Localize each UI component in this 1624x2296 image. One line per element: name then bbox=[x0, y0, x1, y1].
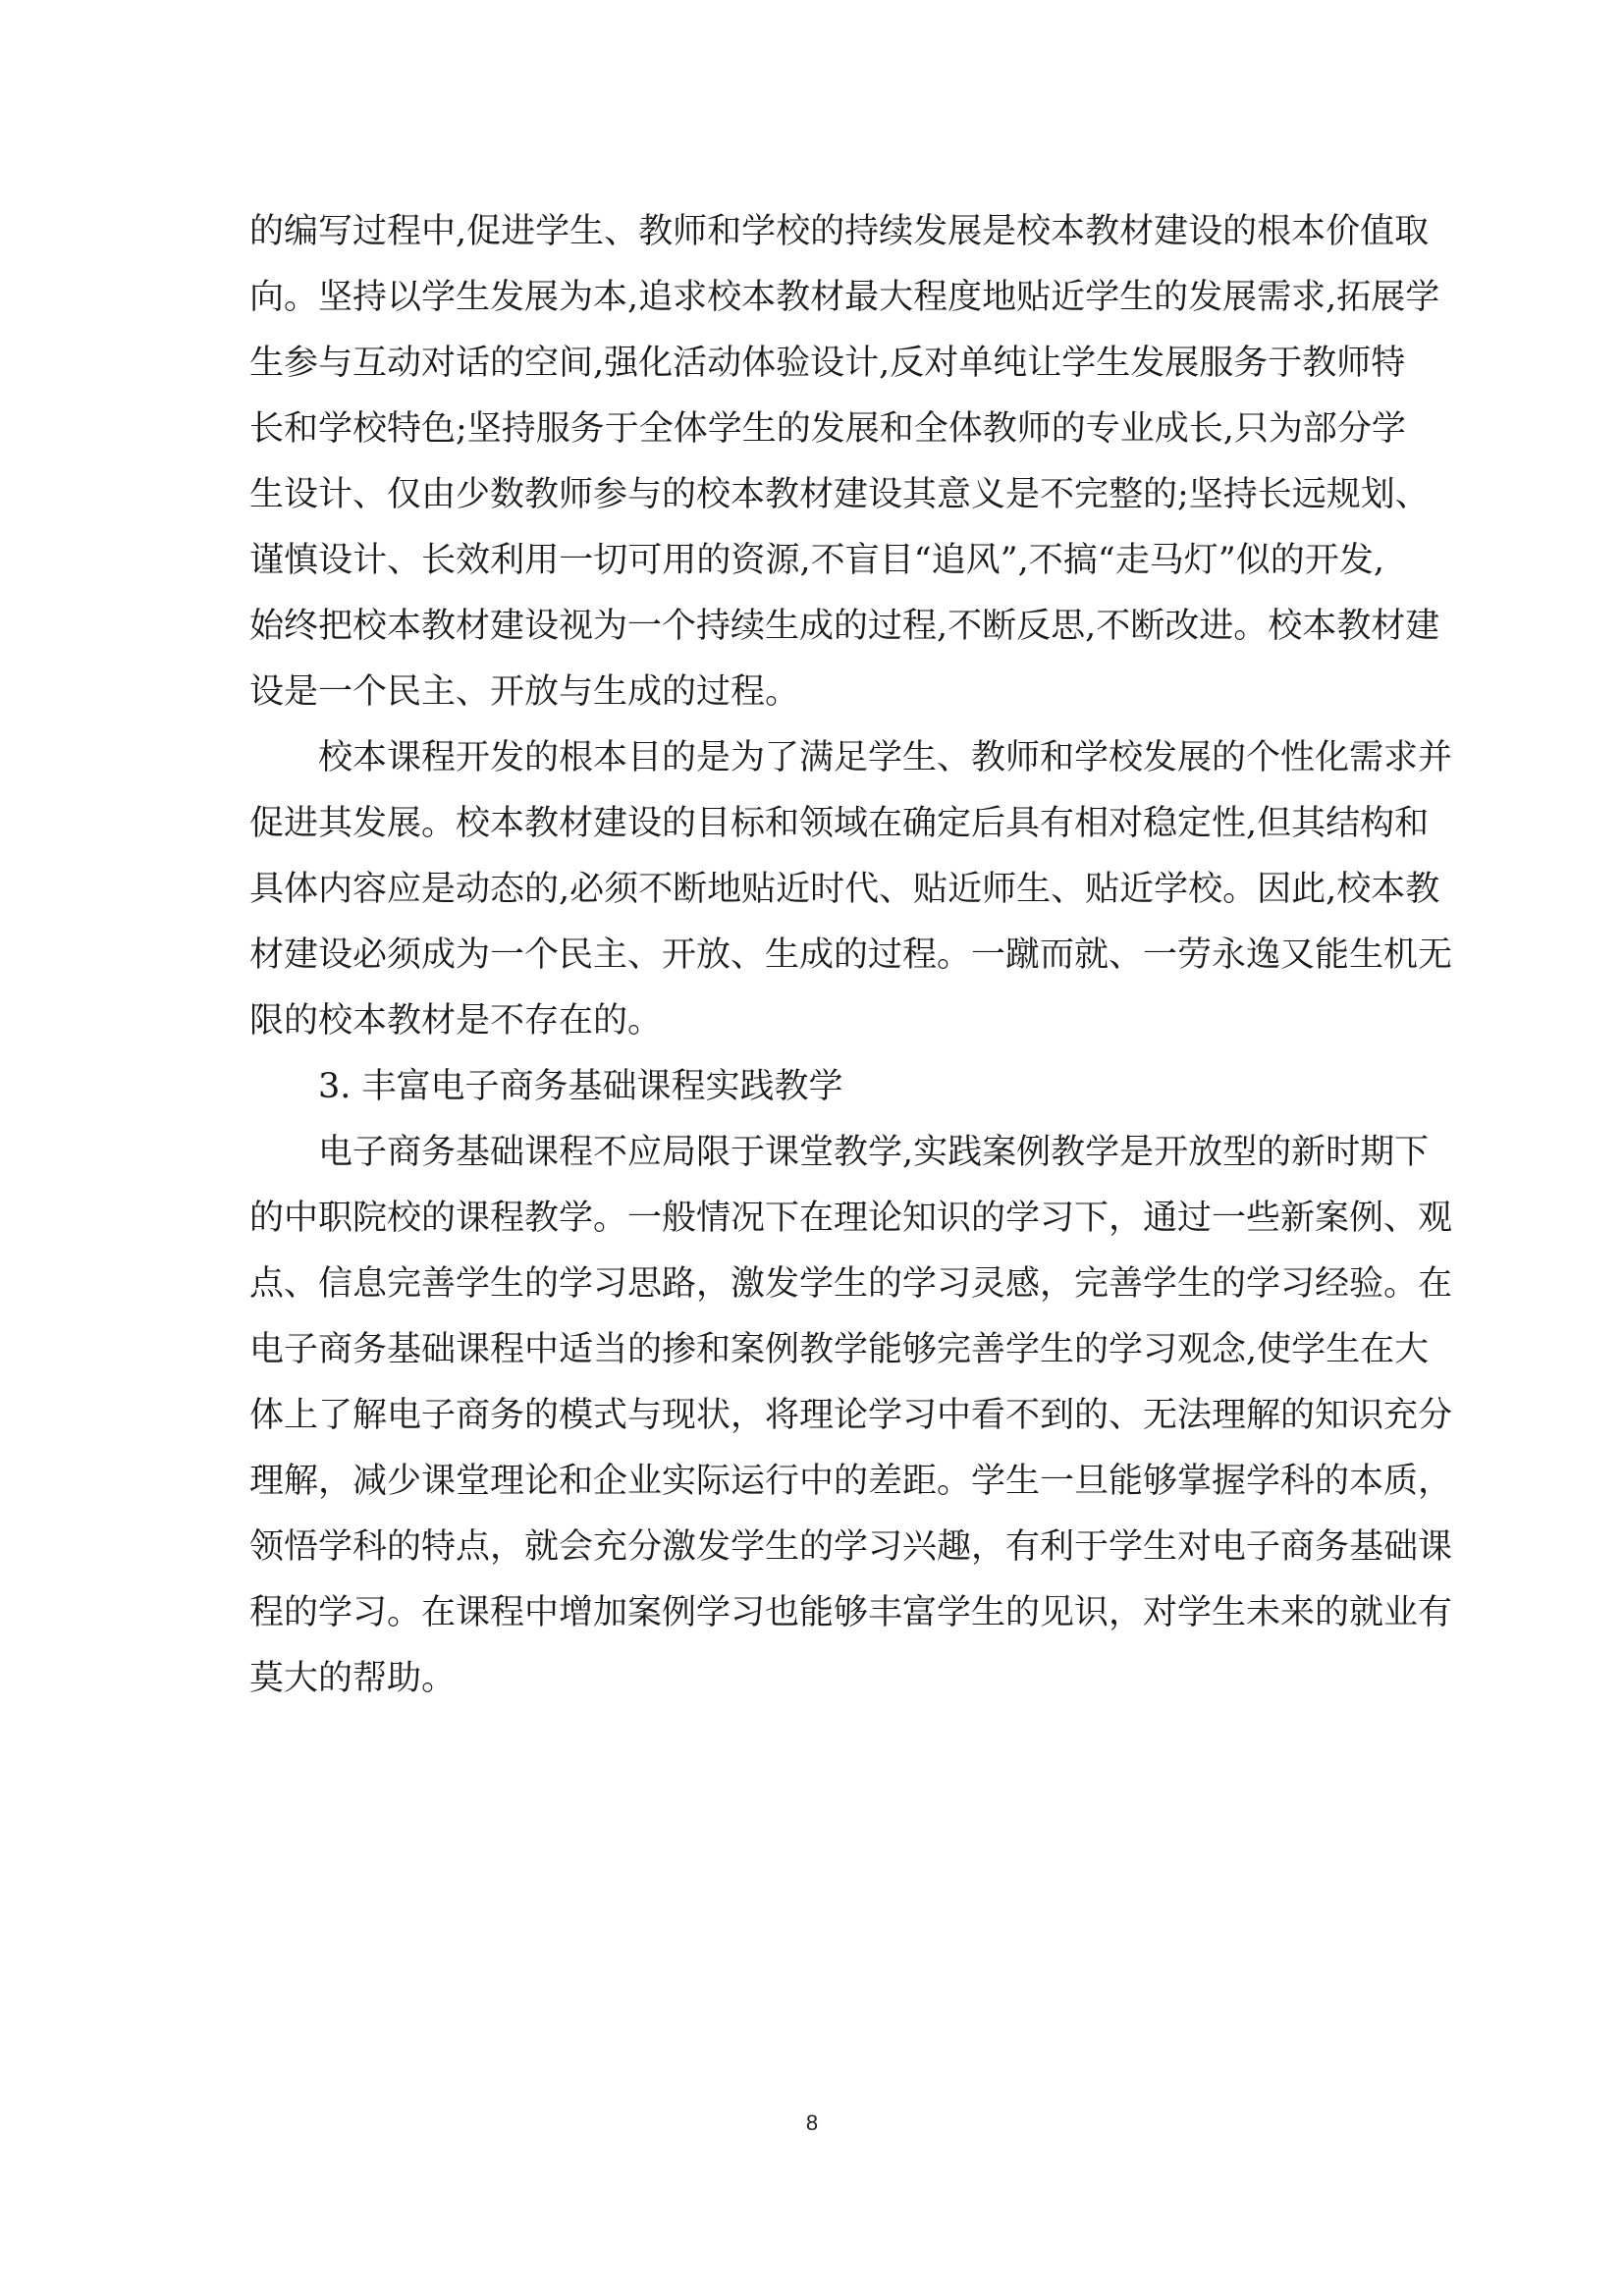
text-line: 程的学习。在课程中增加案例学习也能够丰富学生的见识，对学生未来的就业有 bbox=[249, 1593, 1453, 1632]
text-line: 始终把校本教材建设视为一个持续生成的过程,不断反思,不断改进。校本教材建 bbox=[249, 607, 1440, 646]
text-line: 向。坚持以学生发展为本,追求校本教材最大程度地贴近学生的发展需求,拓展学 bbox=[249, 278, 1440, 317]
text-line: 生参与互动对话的空间,强化活动体验设计,反对单纯让学生发展服务于教师特 bbox=[249, 344, 1406, 383]
text-line: 莫大的帮助。 bbox=[249, 1659, 457, 1698]
text-line: 电子商务基础课程不应局限于课堂教学,实践案例教学是开放型的新时期下 bbox=[318, 1133, 1430, 1172]
text-line: 领悟学科的特点，就会充分激发学生的学习兴趣，有利于学生对电子商务基础课 bbox=[249, 1527, 1453, 1567]
text-line: 的中职院校的课程教学。一般情况下在理论知识的学习下，通过一些新案例、观 bbox=[249, 1199, 1453, 1238]
page-number: 8 bbox=[805, 2110, 819, 2135]
section-heading: 3. 丰富电子商务基础课程实践教学 bbox=[318, 1067, 843, 1106]
text-line: 限的校本教材是不存在的。 bbox=[249, 1001, 663, 1041]
text-line: 具体内容应是动态的,必须不断地贴近时代、贴近师生、贴近学校。因此,校本教 bbox=[249, 870, 1440, 909]
text-line: 校本课程开发的根本目的是为了满足学生、教师和学校发展的个性化需求并 bbox=[318, 738, 1453, 777]
text-line: 体上了解电子商务的模式与现状，将理论学习中看不到的、无法理解的知识充分 bbox=[249, 1396, 1453, 1435]
text-line: 理解，减少课堂理论和企业实际运行中的差距。学生一旦能够掌握学科的本质， bbox=[249, 1462, 1453, 1501]
body-text bbox=[249, 199, 1453, 1712]
text-line: 促进其发展。校本教材建设的目标和领域在确定后具有相对稳定性,但其结构和 bbox=[249, 804, 1430, 843]
text-line: 谨慎设计、长效利用一切可用的资源,不盲目“追风”,不搞“走马灯”似的开发, bbox=[249, 541, 1384, 580]
text-line: 点、信息完善学生的学习思路，激发学生的学习灵感，完善学生的学习经验。在 bbox=[249, 1264, 1453, 1304]
text-line: 材建设必须成为一个民主、开放、生成的过程。一蹴而就、一劳永逸又能生机无 bbox=[249, 935, 1453, 975]
text-line: 生设计、仅由少数教师参与的校本教材建设其意义是不完整的;坚持长远规划、 bbox=[249, 475, 1430, 514]
text-line: 电子商务基础课程中适当的掺和案例教学能够完善学生的学习观念,使学生在大 bbox=[249, 1330, 1430, 1369]
text-line: 的编写过程中,促进学生、教师和学校的持续发展是校本教材建设的根本价值取 bbox=[249, 212, 1430, 251]
text-line: 设是一个民主、开放与生成的过程。 bbox=[249, 672, 800, 712]
text-line: 长和学校特色;坚持服务于全体学生的发展和全体教师的专业成长,只为部分学 bbox=[249, 409, 1406, 449]
